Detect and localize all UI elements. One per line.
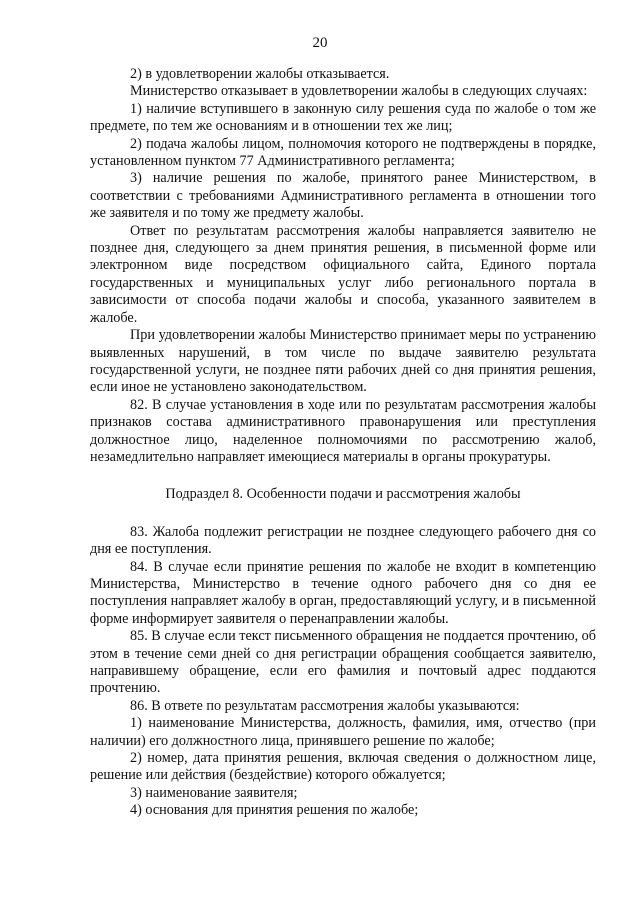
list-item: 1) наименование Министерства, должность, фамилия, имя, отчество (при наличии) его должностного лица, принявшего решение по жалобе; (90, 715, 596, 749)
page-number: 20 (312, 35, 328, 51)
list-item: 4) основания для принятия решения по жалобе; (130, 802, 419, 819)
paragraph: При удовлетворении жалобы Министерство принимает меры по устранению выявленных нарушений, в том числе по выдаче заявителю результата государственной услуги, не позднее пяти рабочих дней со дня принятия решения, если иное не установлено законодательством. (90, 327, 596, 396)
paragraph: Ответ по результатам рассмотрения жалобы направляется заявителю не позднее дня, следующего за днем принятия решения, в письменной форме или электронном виде посредством официального сайта, Единого портала государственных и муниципальных услуг либо регионального портала в зависимости от способа подачи жалобы и способа, указанного заявителем в жалобе. (90, 222, 596, 326)
paragraph: 84. В случае если принятие решения по жалобе не входит в компетенцию Министерства, Министерство в течение одного рабочего дня со дня ее поступления направляет жалобу в орган, предоставляющий услугу, и в письменной форме информирует заявителя о перенаправлении жалобы. (90, 558, 596, 627)
paragraph: 85. В случае если текст письменного обращения не поддается прочтению, об этом в течение семи дней со дня регистрации обращения сообщается заявителю, направившему обращение, если его фамилия и почтовый адрес поддаются прочтению. (90, 628, 596, 697)
list-item: 3) наименование заявителя; (130, 784, 298, 801)
list-item: 3) наличие решения по жалобе, принятого ранее Министерством, в соответствии с требованиями Административного регламента в отношении того же заявителя и по тому же предмету жалобы. (90, 170, 596, 222)
paragraph: 2) в удовлетворении жалобы отказывается. (130, 66, 390, 82)
list-item: 2) номер, дата принятия решения, включая сведения о должностном лице, решение или действия (бездействие) которого обжалуется; (90, 750, 596, 784)
list-item: 1) наличие вступившего в законную силу решения суда по жалобе о том же предмете, по тем же основаниям и в отношении тех же лиц; (90, 100, 596, 135)
section-heading: Подраздел 8. Особенности подачи и рассмотрения жалобы (165, 486, 521, 503)
paragraph: Министерство отказывает в удовлетворении жалобы в следующих случаях: (130, 83, 588, 100)
paragraph: 82. В случае установления в ходе или по результатам рассмотрения жалобы признаков состава административного правонарушения или преступления должностное лицо, наделенное полномочиями по рассмотрению жалоб, незамедлительно направляет имеющиеся материалы в органы прокуратуры. (90, 396, 596, 465)
page-content (90, 66, 596, 820)
list-item: 2) подача жалобы лицом, полномочия которого не подтверждены в порядке, установленном пунктом 77 Административного регламента; (90, 135, 596, 170)
paragraph: 86. В ответе по результатам рассмотрения жалобы указываются: (130, 697, 520, 714)
paragraph: 83. Жалоба подлежит регистрации не позднее следующего рабочего дня со дня ее поступления. (90, 523, 596, 558)
